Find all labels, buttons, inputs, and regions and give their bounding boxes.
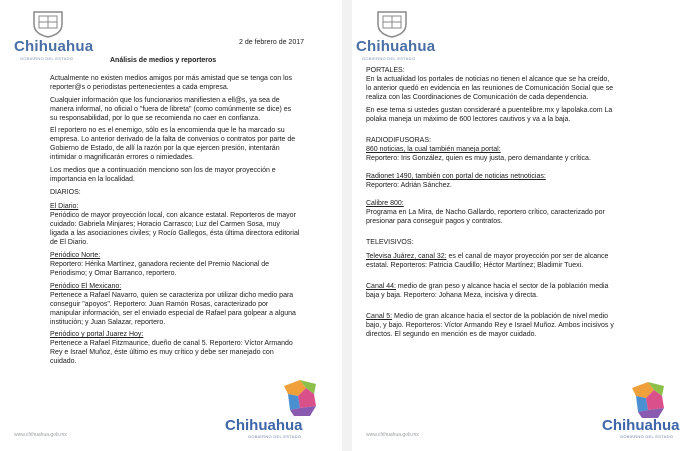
- televisa-heading: Televisa Juárez, canal 32:: [366, 253, 447, 260]
- televisa-item: [366, 252, 621, 270]
- radionet-text: Reportero: Adrián Sánchez.: [366, 182, 452, 189]
- calibre-text: Programa en La Mira, de Nacho Gallardo, reportero crítico, caracterizado por presionar para conseguir pagos y contratos.: [366, 209, 605, 225]
- footer-brand: Chihuahua: [602, 417, 680, 434]
- radio-860-heading: 860 noticias, la cual también maneja portal:: [366, 146, 501, 153]
- canal44-item: [366, 282, 621, 300]
- footer-brand: Chihuahua: [225, 417, 303, 434]
- header-brand-sub: GOBIERNO DEL ESTADO: [20, 56, 74, 61]
- mexicano-heading: Periódico El Mexicano:: [50, 283, 122, 290]
- document-page-1: [0, 0, 342, 451]
- canal44-text: medio de gran peso y alcance hacia el sector de la población media baja y baja. Reportero: Johana Meza, incisiva y directa.: [366, 283, 609, 299]
- chihuahua-map-logo-icon: [628, 380, 676, 420]
- paragraph-3: El reportero no es el enemigo, sólo es la encomienda que le ha marcado su empresa. Lo anterior derivado de la falta de convenios o contratos por parte de Gobierno de Estado, de allí la razón por la que ejercen presión, intentarán intimidar o magnificarán errores o nimiedades.: [50, 127, 296, 161]
- state-crest-icon: [374, 8, 410, 38]
- state-crest-icon: [30, 8, 66, 38]
- canal5-item: [366, 312, 621, 339]
- paragraph-1: Actualmente no existen medios amigos por más amistad que se tenga con los reporter@s o periodistas pertenecientes a cada empresa.: [50, 75, 293, 91]
- canal44-heading: Canal 44:: [366, 283, 396, 290]
- radio-heading: RADIODIFUSORAS:: [366, 137, 431, 144]
- section-diarios: DIARIOS:: [50, 189, 81, 196]
- diario-text: Periódico de mayor proyección local, con alcance estatal. Reporteros de mayor cuidado: Gabriela Minjares; Horacio Carrasco; Luz del Carmen Sosa, muy ligada a las asociaciones civiles; y Rocío Gallegos, ésta última directora editorial de El Diario.: [50, 212, 300, 246]
- portales-paragraph-2: En ese tema si ustedes gustan consideraré a puentelibre.mx y lapolaka.com La polaka maneja un máximo de 600 lectores cautivos y va a la baja.: [366, 107, 613, 123]
- tv-heading: TELEVISIVOS:: [366, 239, 414, 246]
- footer-brand-sub: GOBIERNO DEL ESTADO: [620, 434, 674, 439]
- juarez-hoy-text: Pertenece a Rafael Fitzmaurice, dueño de canal 5. Reportero: Víctor Armando Rey e Israel Muñoz, éste último es muy crítico y debe ser manejado con cuidado.: [50, 340, 293, 365]
- portales-heading: PORTALES:: [366, 67, 405, 74]
- canal5-text: Medio de gran alcance hacia el sector de la población de nivel medio bajo, y bajo. Reporteros: Víctor Armando Rey e Israel Muñoz. Ambos incisivos y directos. El segundo en mención es de mayor cuidado.: [366, 313, 614, 338]
- document-title: Análisis de medios y reporteros: [110, 57, 217, 64]
- televisa-text: es el canal de mayor proyección por ser de alcance estatal. Reporteros: Patricia Caudillo; Héctor Martínez; Bladimir Tuexi.: [366, 253, 609, 269]
- diario-heading: El Diario:: [50, 203, 79, 210]
- document-page-2: [352, 0, 700, 451]
- page-gutter: [342, 0, 352, 451]
- norte-text: Reportero: Hérika Martínez, ganadora reciente del Premio Nacional de Periodismo; y Omar Barranco, reportero.: [50, 261, 270, 277]
- footer-url: www.chihuahua.gob.mx: [366, 432, 419, 438]
- norte-heading: Periódico Norte:: [50, 252, 101, 259]
- footer-url: www.chihuahua.gob.mx: [14, 432, 67, 438]
- header-brand-sub: GOBIERNO DEL ESTADO: [362, 56, 416, 61]
- paragraph-4: Los medios que a continuación menciono son los de mayor proyección e importancia en la localidad.: [50, 167, 276, 183]
- paragraph-2: Cualquier información que los funcionarios manifiesten a ell@s, ya sea de manera informal, no oficial o "fuera de libreta" (como comúnmente se dice) es su responsabilidad, por lo que se recomienda no caer en confianza.: [50, 97, 292, 122]
- mexicano-text: Pertenece a Rafael Navarro, quien se caracteriza por utilizar dicho medio para conseguir "apoyos". Reportero: Juan Ramón Rosas, caracterizado por manipular información, ser el enviado especial de Rafael para golpear a alguna institución; y Juan Salazar, reportero.: [50, 292, 296, 326]
- calibre-heading: Calibre 800:: [366, 200, 404, 207]
- footer-brand-sub: GOBIERNO DEL ESTADO: [248, 434, 302, 439]
- header-brand: Chihuahua: [14, 38, 94, 55]
- header-brand: Chihuahua: [356, 38, 436, 55]
- canal5-heading: Canal 5:: [366, 313, 393, 320]
- juarez-hoy-heading: Periódico y portal Juarez Hoy:: [50, 331, 144, 338]
- portales-paragraph-1: En la actualidad los portales de noticias no tienen el alcance que se ha creído, lo anterior quedó en evidencia en las reuniones de Comunicación Social que se realiza con las Coordinaciones de Comunicación de cada dependencia.: [366, 76, 614, 101]
- document-date: 2 de febrero de 2017: [239, 39, 304, 46]
- radio-860-text: Reportero: Iris González, quien es muy justa, pero demandante y crítica.: [366, 155, 591, 162]
- radionet-heading: Radionet 1490, también con portal de noticias netnoticias:: [366, 173, 546, 180]
- chihuahua-map-logo-icon: [280, 378, 328, 418]
